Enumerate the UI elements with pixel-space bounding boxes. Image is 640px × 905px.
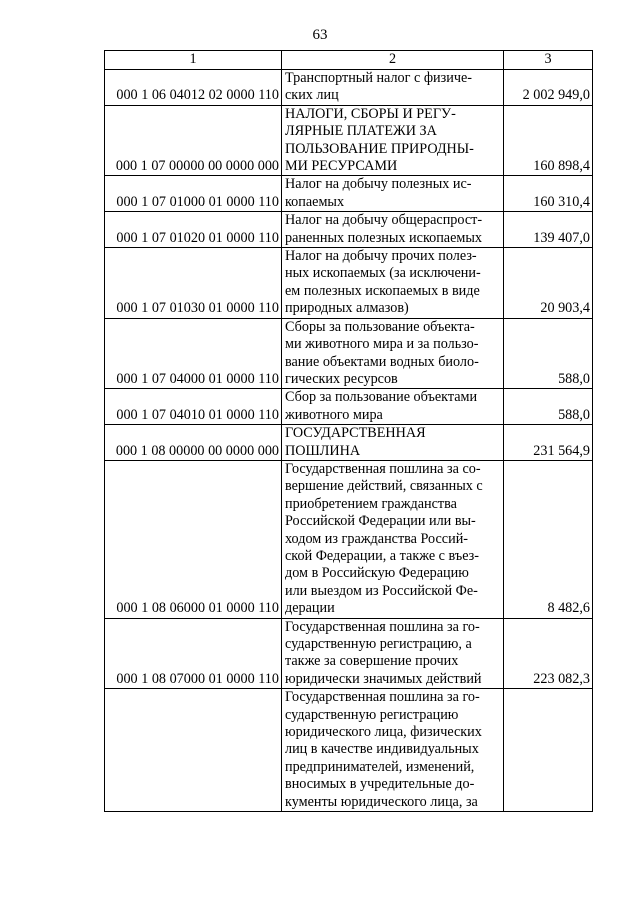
budget-code-cell: 000 1 07 00000 00 0000 000 bbox=[105, 105, 282, 176]
revenue-name-line: Сборы за пользование объекта- bbox=[285, 318, 475, 335]
table-row bbox=[105, 460, 593, 618]
revenue-name-cell bbox=[282, 425, 504, 461]
revenue-name-line: ской Федерации, а также с въез- bbox=[285, 547, 479, 564]
revenue-name-line: ных ископаемых (за исключени- bbox=[285, 265, 481, 282]
column-header-name: 2 bbox=[282, 51, 504, 70]
revenue-name-line: ПОЛЬЗОВАНИЕ ПРИРОДНЫ- bbox=[285, 140, 474, 157]
revenue-name-line: Налог на добычу прочих полез- bbox=[285, 248, 477, 265]
budget-code-cell: 000 1 08 00000 00 0000 000 bbox=[105, 425, 282, 461]
table-row bbox=[105, 689, 593, 812]
revenue-name-line: Транспортный налог с физиче- bbox=[285, 70, 473, 86]
amount-cell: 139 407,0 bbox=[504, 212, 593, 248]
revenue-name-line: кументы юридического лица, за bbox=[285, 793, 478, 810]
revenue-name-line: юридического лица, физических bbox=[285, 724, 482, 741]
budget-code-cell: 000 1 08 06000 01 0000 110 bbox=[105, 460, 282, 618]
revenue-name-line: гических ресурсов bbox=[285, 370, 398, 387]
revenue-name-line: ПОШЛИНА bbox=[285, 442, 361, 459]
budget-code-cell: 000 1 07 01020 01 0000 110 bbox=[105, 212, 282, 248]
revenue-name-line: Государственная пошлина за го- bbox=[285, 618, 480, 635]
table-row bbox=[105, 248, 593, 319]
table-row bbox=[105, 618, 593, 689]
revenue-name-cell bbox=[282, 618, 504, 689]
page-number: 63 bbox=[312, 27, 328, 43]
revenue-name-cell bbox=[282, 460, 504, 618]
revenue-name-line: приобретением гражданства bbox=[285, 495, 457, 512]
table-row bbox=[105, 176, 593, 212]
budget-code-cell: 000 1 07 04010 01 0000 110 bbox=[105, 389, 282, 425]
revenue-name-line: ем полезных ископаемых в виде bbox=[285, 282, 480, 299]
revenue-name-cell bbox=[282, 389, 504, 425]
revenue-name-line: ских лиц bbox=[285, 87, 339, 104]
amount-cell: 8 482,6 bbox=[504, 460, 593, 618]
table-row bbox=[105, 70, 593, 106]
amount-cell: 231 564,9 bbox=[504, 425, 593, 461]
revenue-name-line: ми животного мира и за пользо- bbox=[285, 336, 479, 353]
amount-cell: 223 082,3 bbox=[504, 618, 593, 689]
table-row bbox=[105, 212, 593, 248]
revenue-name-line: вершение действий, связанных с bbox=[285, 478, 483, 495]
column-header-amount: 3 bbox=[504, 51, 593, 70]
revenue-name-line: дом в Российскую Федерацию bbox=[285, 565, 469, 582]
budget-code-cell: 000 1 06 04012 02 0000 110 bbox=[105, 70, 282, 106]
budget-revenue-table bbox=[104, 50, 593, 812]
revenue-name-line: Государственная пошлина за со- bbox=[285, 460, 481, 477]
revenue-name-cell bbox=[282, 176, 504, 212]
table-row bbox=[105, 105, 593, 176]
revenue-name-line: также за совершение прочих bbox=[285, 653, 459, 670]
revenue-name-cell bbox=[282, 318, 504, 389]
revenue-name-line: МИ РЕСУРСАМИ bbox=[285, 158, 398, 175]
revenue-name-cell bbox=[282, 689, 504, 812]
budget-code-cell: 000 1 07 04000 01 0000 110 bbox=[105, 318, 282, 389]
budget-code-cell: 000 1 07 01000 01 0000 110 bbox=[105, 176, 282, 212]
revenue-name-line: или выездом из Российской Фе- bbox=[285, 582, 478, 599]
revenue-name-line: дерации bbox=[285, 600, 335, 617]
revenue-name-line: раненных полезных ископаемых bbox=[285, 229, 483, 246]
revenue-name-line: Сбор за пользование объектами bbox=[285, 389, 478, 406]
column-header-code: 1 bbox=[105, 51, 282, 70]
revenue-name-line: животного мира bbox=[285, 406, 383, 423]
budget-code-cell: 000 1 08 07000 01 0000 110 bbox=[105, 618, 282, 689]
table-body bbox=[105, 70, 593, 812]
revenue-name-line: ГОСУДАРСТВЕННАЯ bbox=[285, 425, 426, 442]
revenue-name-line: вносимых в учредительные до- bbox=[285, 776, 475, 793]
revenue-name-line: ходом из гражданства Россий- bbox=[285, 530, 469, 547]
revenue-name-line: природных алмазов) bbox=[285, 300, 409, 317]
revenue-name-line: Налог на добычу общераспрост- bbox=[285, 212, 483, 229]
revenue-name-line: копаемых bbox=[285, 193, 345, 210]
revenue-name-line: Российской Федерации или вы- bbox=[285, 513, 476, 530]
table-header-row bbox=[105, 51, 593, 70]
revenue-name-line: Налог на добычу полезных ис- bbox=[285, 176, 472, 193]
revenue-name-line: НАЛОГИ, СБОРЫ И РЕГУ- bbox=[285, 105, 456, 122]
revenue-name-line: юридически значимых действий bbox=[285, 670, 482, 687]
revenue-name-cell bbox=[282, 70, 504, 106]
table-row bbox=[105, 389, 593, 425]
budget-code-cell: 000 1 07 01030 01 0000 110 bbox=[105, 248, 282, 319]
amount-cell: 20 903,4 bbox=[504, 248, 593, 319]
amount-cell: 160 310,4 bbox=[504, 176, 593, 212]
revenue-name-line: ЛЯРНЫЕ ПЛАТЕЖИ ЗА bbox=[285, 123, 437, 140]
amount-cell bbox=[504, 689, 593, 812]
revenue-name-cell bbox=[282, 248, 504, 319]
amount-cell: 160 898,4 bbox=[504, 105, 593, 176]
amount-cell: 2 002 949,0 bbox=[504, 70, 593, 106]
revenue-name-line: сударственную регистрацию, а bbox=[285, 636, 472, 652]
revenue-name-line: вание объектами водных биоло- bbox=[285, 353, 479, 370]
amount-cell: 588,0 bbox=[504, 389, 593, 425]
table-row bbox=[105, 318, 593, 389]
amount-cell: 588,0 bbox=[504, 318, 593, 389]
revenue-name-cell bbox=[282, 105, 504, 176]
revenue-name-line: сударственную регистрацию bbox=[285, 706, 459, 723]
revenue-name-line: предпринимателей, изменений, bbox=[285, 758, 475, 775]
revenue-name-line: лиц в качестве индивидуальных bbox=[285, 741, 479, 758]
table-row bbox=[105, 425, 593, 461]
budget-code-cell bbox=[105, 689, 282, 812]
revenue-name-cell bbox=[282, 212, 504, 248]
revenue-name-line: Государственная пошлина за го- bbox=[285, 689, 480, 706]
